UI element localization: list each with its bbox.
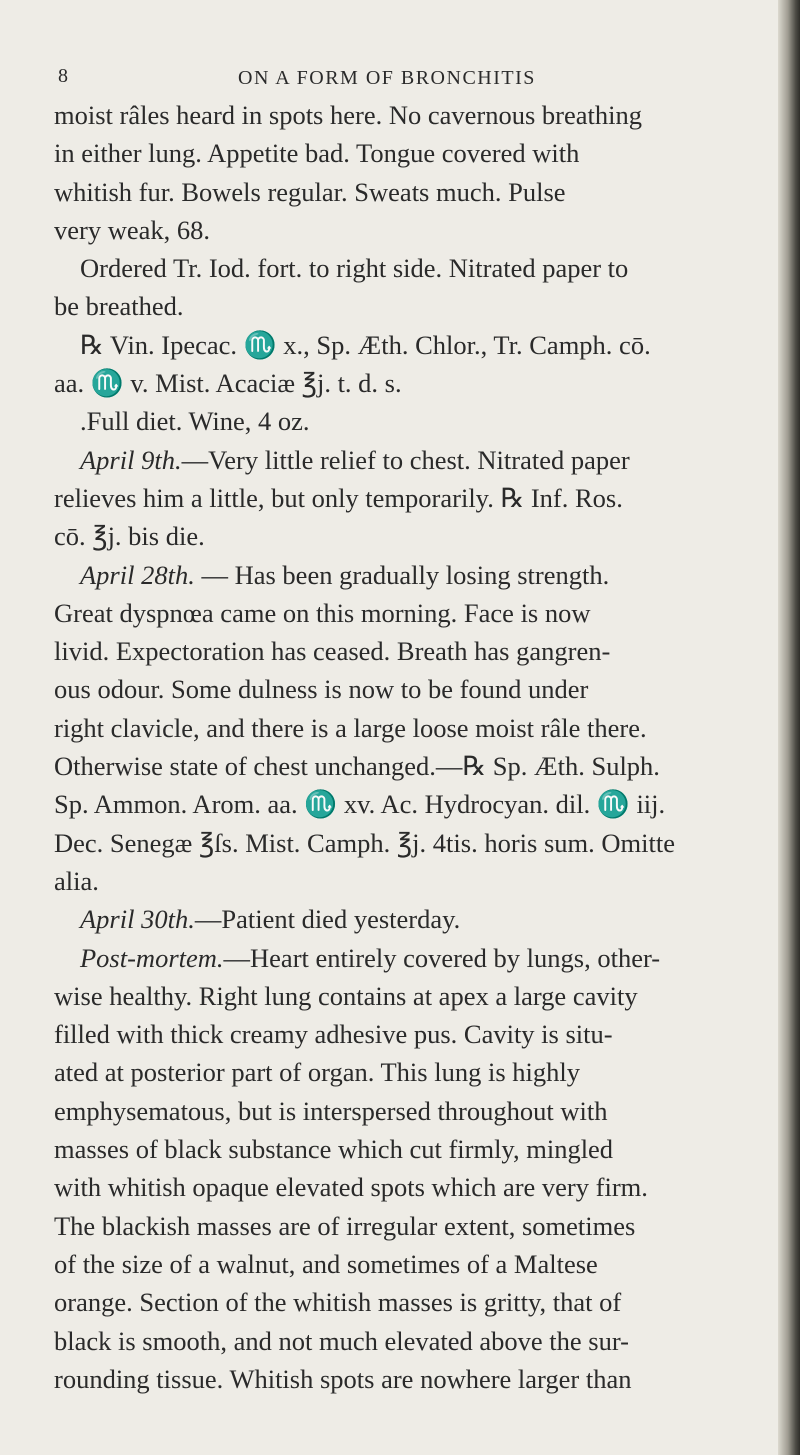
text-line: relieves him a little, but only temporarily. ℞ Inf. Ros.	[54, 482, 623, 513]
text-line: masses of black substance which cut firmly, mingled	[54, 1134, 614, 1165]
text-line: wise healthy. Right lung contains at apex a large cavity	[54, 980, 638, 1011]
text-line: of the size of a walnut, and sometimes of a Maltese	[54, 1248, 598, 1279]
text-line: Otherwise state of chest unchanged.—℞ Sp. Æth. Sulph.	[54, 751, 660, 782]
text-line: .Full diet. Wine, 4 oz.	[80, 406, 310, 437]
entry-heading: Post-mortem.	[80, 942, 224, 973]
text-line: aa. ♏ v. Mist. Acaciæ ℥j. t. d. s.	[54, 368, 402, 399]
text-line: Dec. Senegæ ℥ſs. Mist. Camph. ℥j. 4tis. horis sum. Omitte	[54, 827, 675, 858]
text-line: emphysematous, but is interspersed throughout with	[54, 1095, 608, 1126]
text-line: Sp. Ammon. Arom. aa. ♏ xv. Ac. Hydrocyan. dil. ♏ iij.	[54, 789, 666, 820]
text-line: alia.	[54, 865, 99, 896]
page-number: 8	[58, 65, 68, 87]
text-line: moist râles heard in spots here. No cavernous breathing	[54, 100, 642, 130]
body-text	[54, 96, 782, 1398]
running-head: ON A FORM OF BRONCHITIS	[238, 67, 536, 89]
text-line: in either lung. Appetite bad. Tongue covered with	[54, 138, 580, 169]
entry-heading: April 28th.	[80, 559, 195, 590]
text-line: be breathed.	[54, 291, 184, 322]
text-line: livid. Expectoration has ceased. Breath has gangren-	[54, 636, 611, 667]
text-line: ated at posterior part of organ. This lung is highly	[54, 1057, 580, 1088]
text-line: right clavicle, and there is a large loose moist râle there.	[54, 712, 647, 743]
text-line: Ordered Tr. Iod. fort. to right side. Nitrated paper to	[80, 253, 629, 284]
text-line: with whitish opaque elevated spots which are very firm.	[54, 1172, 648, 1203]
text-line: whitish fur. Bowels regular. Sweats much. Pulse	[54, 176, 566, 207]
entry-heading: April 9th.	[80, 444, 182, 475]
entry-heading: April 30th.	[80, 904, 195, 935]
text-line: orange. Section of the whitish masses is gritty, that of	[54, 1287, 622, 1318]
text-line: cō. ℥j. bis die.	[54, 521, 205, 552]
text-line-dated-entry: April 30th.—Patient died yesterday.	[80, 904, 461, 935]
text-line: ous odour. Some dulness is now to be found under	[54, 674, 589, 705]
text-line: rounding tissue. Whitish spots are nowhere larger than	[54, 1363, 632, 1394]
text-line: ℞ Vin. Ipecac. ♏ x., Sp. Æth. Chlor., Tr. Camph. cō.	[80, 329, 651, 360]
text-line: The blackish masses are of irregular extent, sometimes	[54, 1210, 636, 1241]
text-line: black is smooth, and not much elevated above the sur-	[54, 1325, 629, 1356]
text-line: filled with thick creamy adhesive pus. Cavity is situ-	[54, 1019, 613, 1050]
text-line-dated-entry: April 28th. — Has been gradually losing strength.	[80, 559, 610, 590]
text-line-post-mortem: Post-mortem.—Heart entirely covered by lungs, other-	[80, 942, 661, 973]
text-line-dated-entry: April 9th.—Very little relief to chest. Nitrated paper	[80, 444, 630, 475]
text-line: very weak, 68.	[54, 214, 210, 245]
text-line: Great dyspnœa came on this morning. Face is now	[54, 597, 591, 628]
